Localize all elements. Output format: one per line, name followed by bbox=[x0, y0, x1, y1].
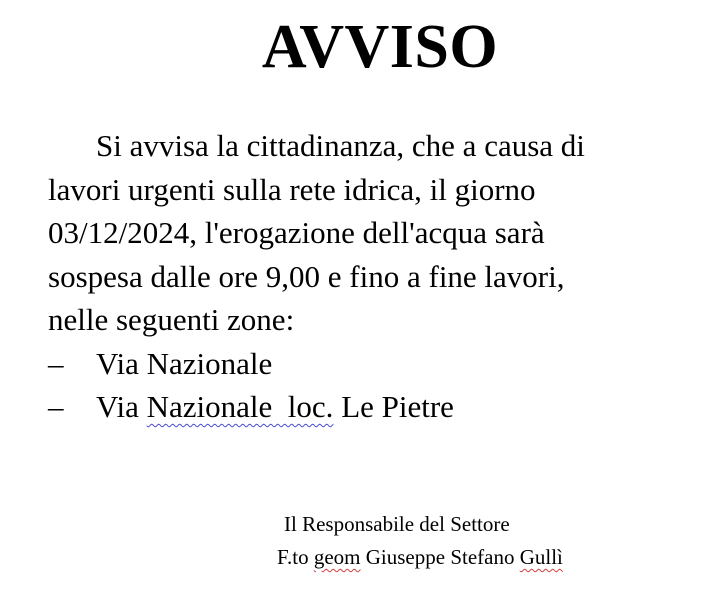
signature-prefix: F.to bbox=[277, 545, 314, 569]
notice-title: AVVISO bbox=[261, 13, 499, 81]
list-marker: – bbox=[48, 345, 64, 381]
zone-suffix: Le Pietre bbox=[333, 389, 454, 424]
paragraph-line-3: 03/12/2024, l'erogazione dell'acqua sarà bbox=[48, 215, 545, 250]
zone-name: Via Nazionale bbox=[96, 345, 273, 381]
signature-name: Giuseppe Stefano bbox=[360, 545, 520, 569]
signature-title-word: geom bbox=[313, 545, 361, 569]
paragraph-line-4: sospesa dalle ore 9,00 e fino a fine lavori, bbox=[48, 258, 565, 294]
zone-list-item bbox=[48, 342, 708, 386]
zone-prefix: Via bbox=[96, 389, 147, 424]
notice-body bbox=[48, 124, 708, 429]
signature-surname: Gullì bbox=[519, 545, 563, 569]
list-marker: – bbox=[48, 389, 64, 424]
signature-name-line bbox=[277, 541, 563, 574]
signature-block bbox=[277, 508, 563, 574]
zone-list-item bbox=[48, 385, 708, 429]
paragraph-line-5: nelle seguenti zone: bbox=[48, 302, 295, 337]
paragraph-line-1: Si avvisa la cittadinanza, che a causa di bbox=[96, 128, 585, 163]
signature-role: Il Responsabile del Settore bbox=[284, 512, 510, 536]
paragraph-line-2: lavori urgenti sulla rete idrica, il giorno bbox=[48, 171, 536, 207]
zone-street-flagged: Nazionale loc. bbox=[146, 389, 334, 424]
